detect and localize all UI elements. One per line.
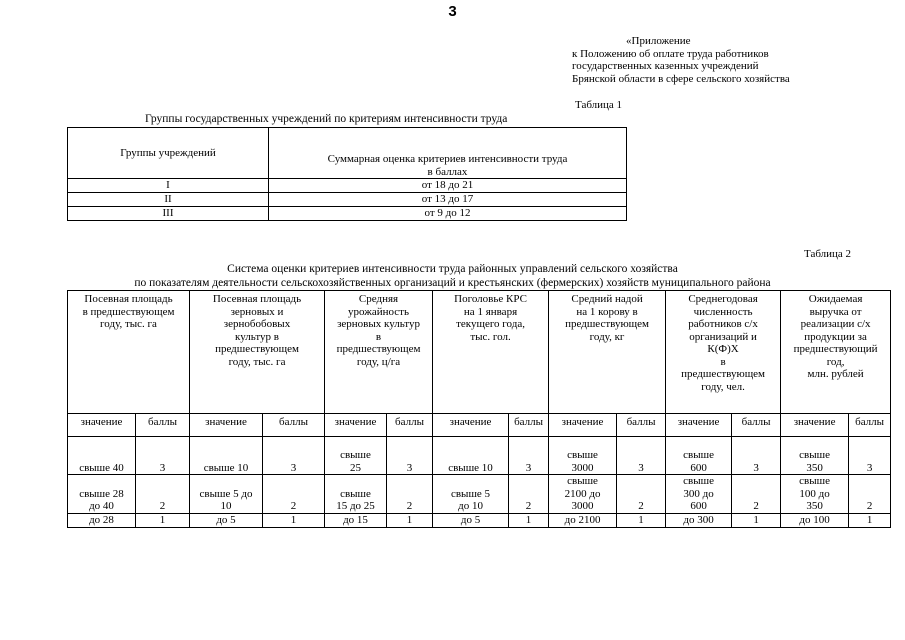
cell-line: до 10 — [458, 500, 483, 512]
header-line: тыс. гол. — [470, 330, 511, 343]
cell-line: до 15 — [343, 514, 368, 526]
cell-line: свыше 5 — [450, 487, 491, 500]
header-line: в — [720, 355, 726, 368]
value-cell — [68, 437, 136, 475]
points-cell: 1 — [732, 513, 781, 527]
value-cell — [68, 513, 136, 527]
cell-line: 600 — [690, 500, 707, 512]
table-row — [68, 179, 627, 193]
value-cell — [781, 475, 849, 514]
value-cell — [325, 475, 387, 514]
header-line: зернобобовых — [223, 318, 291, 330]
table2-header-cell — [666, 291, 781, 414]
value-cell — [781, 513, 849, 527]
table2-header-cell — [549, 291, 666, 414]
header-line: в предшествующем — [82, 305, 175, 318]
table1-caption: Группы государственных учреждений по критериям интенсивности труда — [145, 113, 508, 125]
cell-line: свыше 28 — [79, 487, 124, 500]
page-number: 3 — [448, 3, 457, 20]
appendix-line: государственных казенных учреждений — [572, 60, 759, 72]
subheader-value: значение — [666, 414, 732, 437]
header-line: предшествующем — [565, 318, 649, 330]
table-cell: от 13 до 17 — [269, 193, 627, 207]
points-cell: 3 — [509, 437, 549, 475]
header-line: на 1 корову в — [576, 305, 638, 318]
table-cell: от 9 до 12 — [269, 207, 627, 221]
header-line: продукции за — [804, 330, 867, 343]
header-line: млн. рублей — [807, 368, 864, 380]
value-cell — [549, 513, 617, 527]
points-cell: 1 — [849, 513, 891, 527]
subheader-value: значение — [68, 414, 136, 437]
cell-line: 10 — [220, 500, 232, 512]
table1-header-score — [269, 128, 627, 179]
header-line: Ожидаемая — [808, 293, 863, 305]
value-cell — [549, 475, 617, 514]
table2-header-cell — [68, 291, 190, 414]
table2 — [67, 290, 891, 528]
cell-line: свыше 5 до — [199, 487, 253, 500]
header-line: реализации с/х — [800, 318, 871, 330]
table-row — [68, 193, 627, 207]
table2-subheader-row — [68, 414, 891, 437]
value-cell — [68, 475, 136, 514]
header-line: Средняя — [358, 293, 399, 305]
header-line: культур в — [235, 330, 279, 343]
cell-line: свыше 10 — [448, 461, 493, 474]
table-row — [68, 207, 627, 221]
cell-line: до 5 — [460, 514, 481, 526]
table-row — [68, 437, 891, 475]
points-cell: 1 — [136, 513, 190, 527]
header-line: численность — [693, 305, 753, 318]
value-cell — [433, 475, 509, 514]
header-line: урожайность — [348, 305, 409, 318]
header-line: текущего года, — [456, 318, 525, 330]
cell-line: свыше — [683, 475, 714, 487]
points-cell: 1 — [617, 513, 666, 527]
header-line: предшествующем — [215, 343, 299, 355]
header-line: на 1 января — [463, 305, 518, 318]
table2-header-cell — [325, 291, 433, 414]
cell-line: до 300 — [683, 514, 714, 526]
header-text: Группы учреждений — [120, 146, 216, 159]
points-cell: 1 — [387, 513, 433, 527]
subheader-value: значение — [781, 414, 849, 437]
cell-line: до 5 — [216, 514, 236, 526]
header-line: зерновых и — [230, 305, 284, 318]
cell-line: свыше 40 — [79, 461, 124, 474]
points-cell: 1 — [509, 513, 549, 527]
points-cell: 2 — [263, 475, 325, 514]
cell-line: 25 — [350, 461, 362, 474]
cell-line: 2100 до — [564, 487, 601, 500]
points-cell: 1 — [263, 513, 325, 527]
points-cell: 2 — [509, 475, 549, 514]
header-line: Поголовье КРС — [454, 293, 527, 305]
value-cell — [325, 437, 387, 475]
cell-line: свыше — [340, 487, 371, 500]
points-cell: 3 — [849, 437, 891, 475]
table2-header-cell — [190, 291, 325, 414]
cell-line: 600 — [690, 461, 707, 474]
cell-line: свыше — [799, 475, 830, 487]
table1 — [67, 127, 627, 221]
value-cell — [190, 437, 263, 475]
header-line: год, — [826, 355, 845, 368]
cell-line: 300 до — [683, 487, 714, 500]
table2-header-cell — [781, 291, 891, 414]
value-cell — [190, 475, 263, 514]
header-line: году, кг — [589, 330, 625, 343]
header-line: в — [375, 330, 382, 343]
appendix-line: к Положению об оплате труда работников — [572, 47, 769, 60]
table-cell: III — [68, 207, 269, 221]
header-line: работников с/х — [688, 318, 758, 330]
table1-label: Таблица 1 — [575, 99, 623, 111]
appendix-line: Брянской области в сфере сельского хозяйства — [572, 72, 790, 85]
subheader-points: баллы — [617, 414, 666, 437]
cell-line: 3000 — [571, 500, 594, 512]
subheader-points: баллы — [263, 414, 325, 437]
caption-line: по показателям деятельности сельскохозяйственных организаций и крестьянских (фермерских) хозяйств муниципального района — [134, 276, 771, 289]
table-cell: II — [68, 193, 269, 207]
cell-line: свыше — [340, 449, 371, 461]
points-cell: 3 — [387, 437, 433, 475]
header-line: Средний надой — [571, 293, 643, 305]
appendix-note — [572, 35, 790, 85]
cell-line: до 40 — [89, 500, 114, 512]
subheader-points: баллы — [509, 414, 549, 437]
cell-line: свыше — [567, 475, 598, 487]
cell-line: 15 до 25 — [336, 500, 375, 512]
value-cell — [325, 513, 387, 527]
value-cell — [433, 513, 509, 527]
points-cell: 3 — [617, 437, 666, 475]
caption-line: Система оценки критериев интенсивности труда районных управлений сельского хозяйства — [227, 263, 678, 275]
subheader-value: значение — [549, 414, 617, 437]
header-line: Посевная площадь — [84, 293, 173, 305]
header-text: в баллах — [427, 165, 468, 178]
header-line: предшествующем — [681, 368, 766, 380]
table-cell: I — [68, 179, 269, 193]
points-cell: 3 — [263, 437, 325, 475]
table2-header-row — [68, 291, 891, 414]
header-text: Суммарная оценка критериев интенсивности труда — [327, 153, 568, 165]
header-line: предшествующем — [336, 343, 421, 355]
table1-header-row — [68, 128, 627, 179]
appendix-line: «Приложение — [626, 35, 691, 47]
header-line: году, чел. — [701, 380, 745, 393]
subheader-points: баллы — [387, 414, 433, 437]
cell-line: свыше — [799, 449, 830, 461]
header-line: Среднегодовая — [688, 293, 758, 305]
header-line: году, тыс. га — [228, 355, 286, 368]
header-line: предшествующий — [793, 343, 878, 355]
cell-line: 350 — [806, 500, 823, 512]
table-row — [68, 513, 891, 527]
value-cell — [549, 437, 617, 475]
table2-caption — [0, 263, 905, 290]
table-cell: от 18 до 21 — [269, 179, 627, 193]
cell-line: 100 до — [799, 487, 830, 500]
cell-line: до 28 — [89, 514, 114, 526]
subheader-value: значение — [433, 414, 509, 437]
subheader-value: значение — [190, 414, 263, 437]
header-line: году, тыс. га — [100, 318, 157, 330]
points-cell: 2 — [617, 475, 666, 514]
cell-line: свыше — [683, 449, 714, 461]
header-line: К(Ф)Х — [707, 343, 739, 355]
points-cell: 2 — [849, 475, 891, 514]
subheader-value: значение — [325, 414, 387, 437]
table2-label: Таблица 2 — [804, 248, 852, 260]
header-line: году, ц/га — [356, 355, 401, 368]
points-cell: 2 — [732, 475, 781, 514]
subheader-points: баллы — [732, 414, 781, 437]
points-cell: 3 — [136, 437, 190, 475]
cell-line: 3000 — [571, 461, 594, 474]
header-line: организаций и — [689, 330, 757, 343]
value-cell — [666, 475, 732, 514]
points-cell: 3 — [732, 437, 781, 475]
value-cell — [190, 513, 263, 527]
cell-line: 350 — [806, 461, 823, 474]
value-cell — [666, 437, 732, 475]
value-cell — [781, 437, 849, 475]
cell-line: свыше 10 — [203, 461, 249, 474]
cell-line: до 100 — [799, 514, 830, 526]
cell-line: до 2100 — [564, 514, 601, 526]
subheader-points: баллы — [849, 414, 891, 437]
table1-header-groups — [68, 128, 269, 179]
table2-header-cell — [433, 291, 549, 414]
value-cell — [433, 437, 509, 475]
points-cell: 2 — [136, 475, 190, 514]
subheader-points: баллы — [136, 414, 190, 437]
points-cell: 2 — [387, 475, 433, 514]
header-line: выручка от — [809, 305, 862, 318]
cell-line: свыше — [567, 449, 598, 461]
header-line: зерновых культур — [337, 318, 420, 330]
value-cell — [666, 513, 732, 527]
header-line: Посевная площадь — [212, 293, 302, 305]
table-row — [68, 475, 891, 514]
